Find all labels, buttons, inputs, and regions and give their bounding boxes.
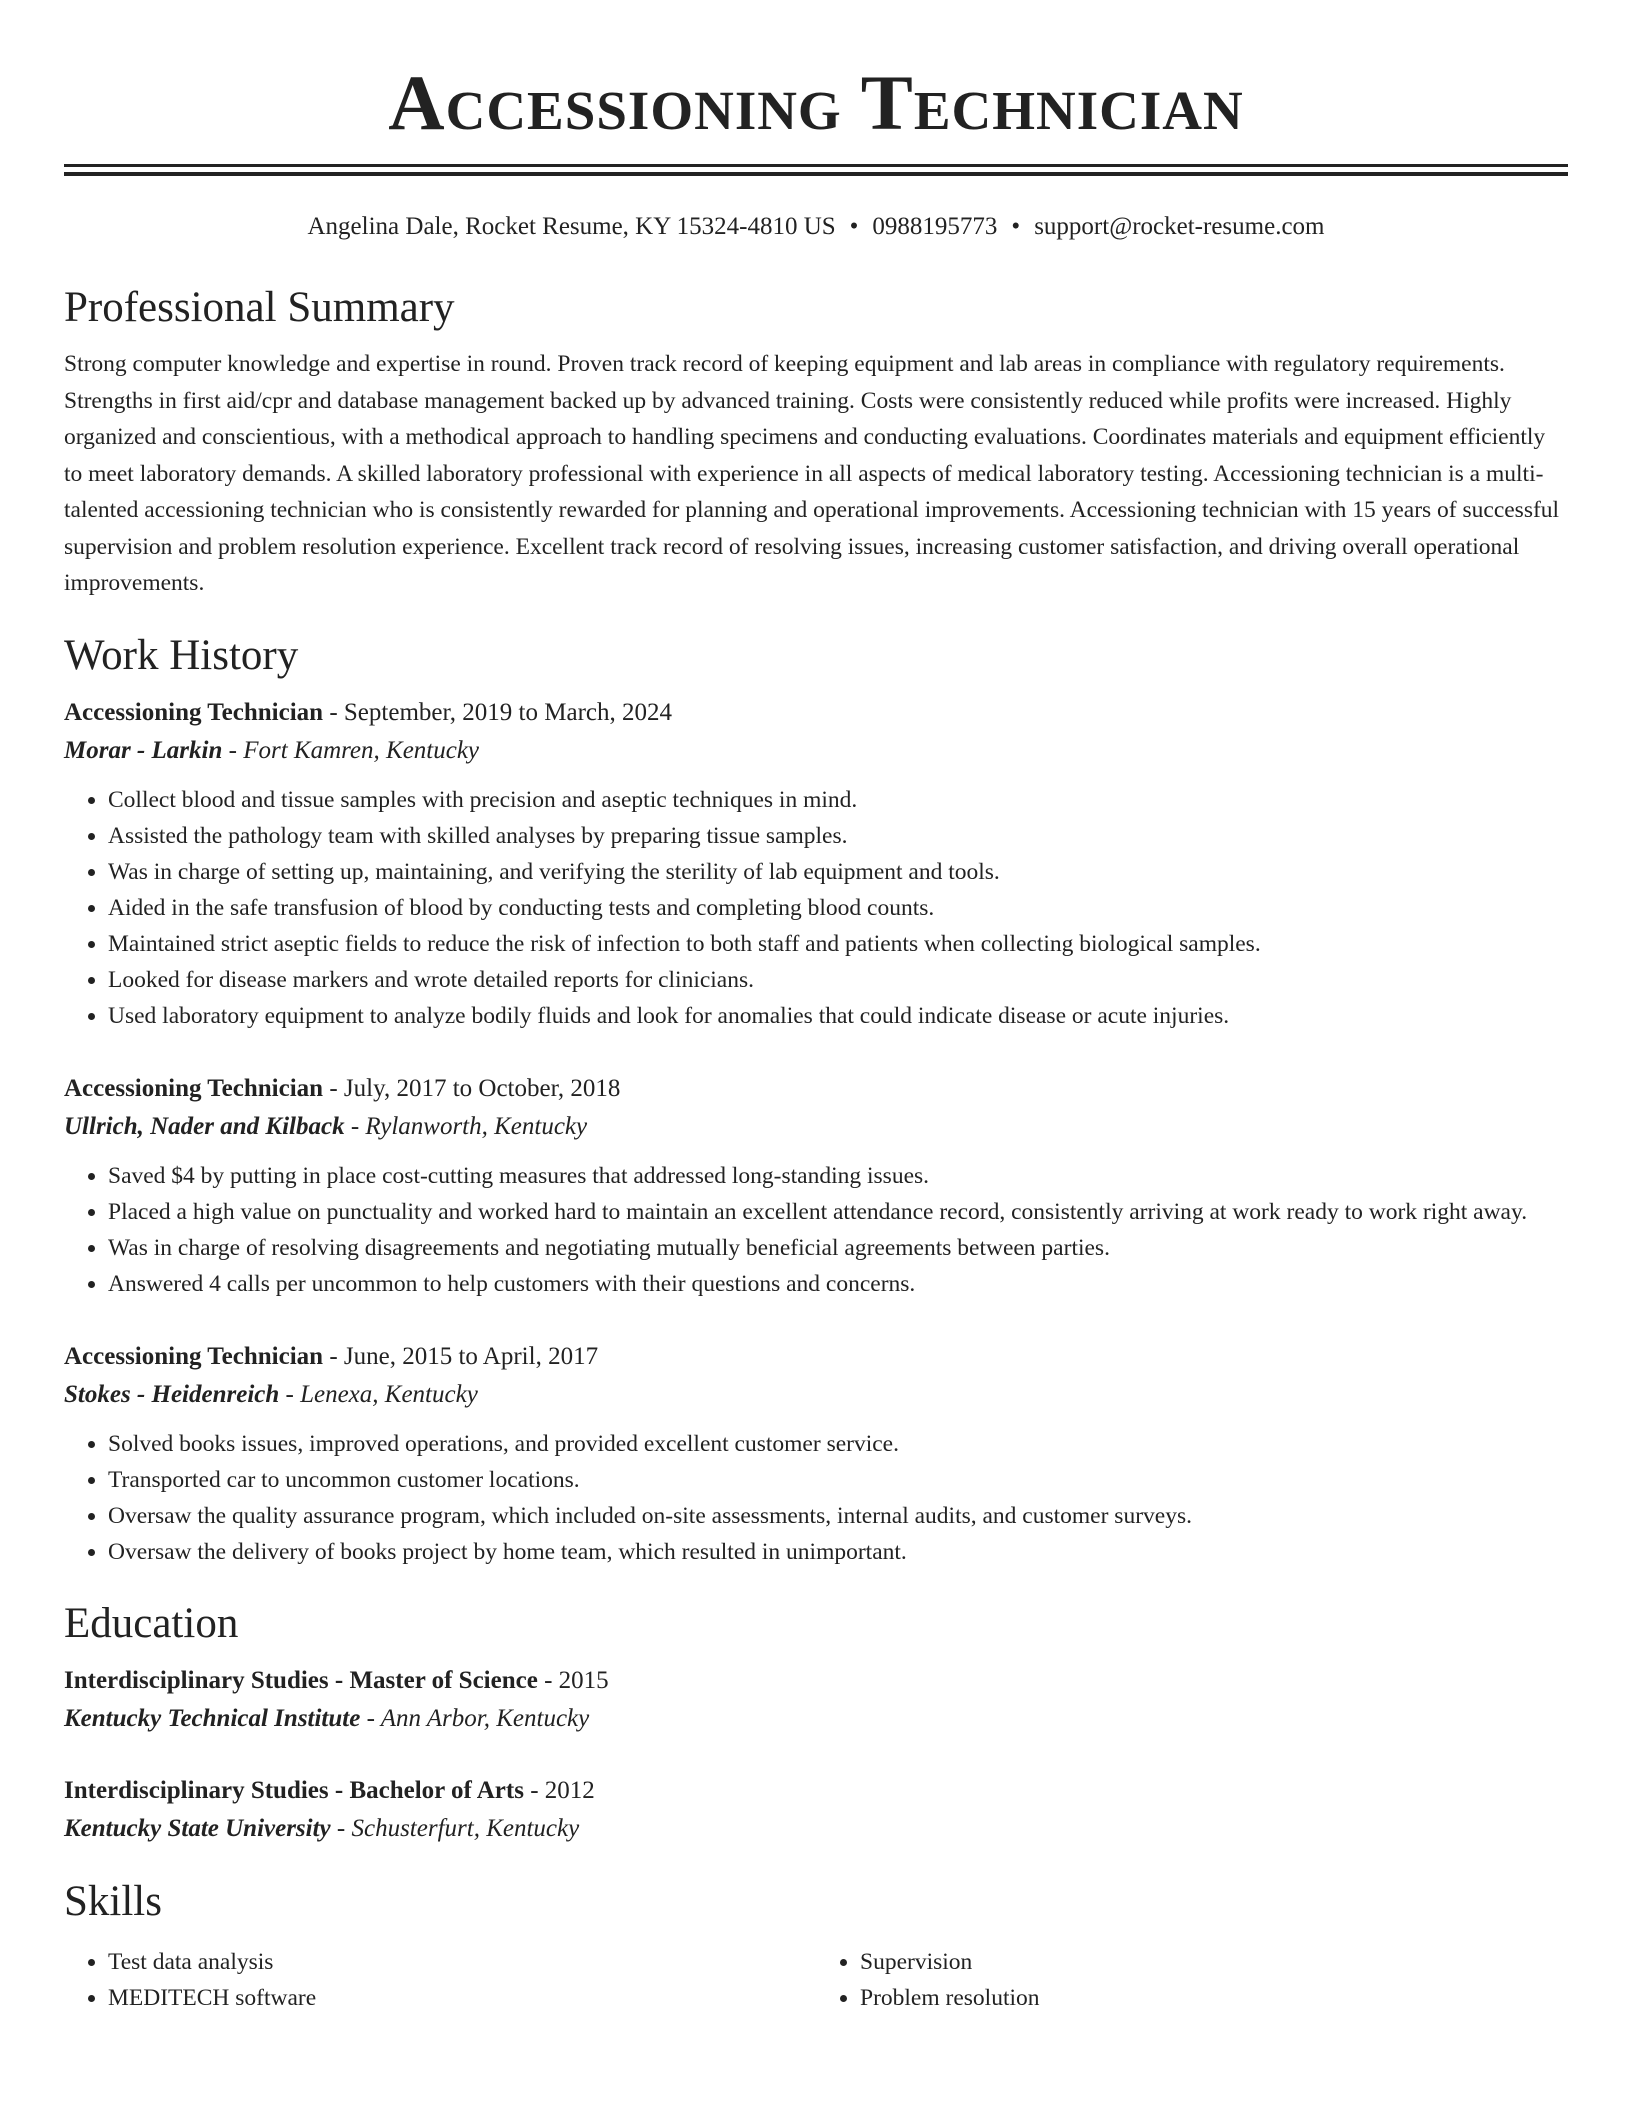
job-title-line <box>64 1070 1568 1108</box>
school-name: Kentucky State University <box>64 1814 331 1842</box>
job-bullet: • Used laboratory equipment to analyze bodily fluids and look for anomalies that could indicate disease or acute injuries. <box>108 998 1568 1034</box>
job-location: - Rylanworth, Kentucky <box>344 1112 588 1140</box>
skills-section <box>64 1874 1568 2016</box>
job-dates: - July, 2017 to October, 2018 <box>323 1074 621 1102</box>
job-role: Accessioning Technician <box>64 1074 324 1102</box>
school-location: - Ann Arbor, Kentucky <box>360 1704 590 1732</box>
job-role: Accessioning Technician <box>64 698 324 726</box>
job-bullet: • Was in charge of resolving disagreements and negotiating mutually beneficial agreements between parties. <box>108 1230 1568 1266</box>
school-location: - Schusterfurt, Kentucky <box>330 1814 580 1842</box>
work-history-section <box>64 628 1568 1570</box>
school-line <box>64 1700 1568 1738</box>
job-bullet: • Oversaw the quality assurance program, which included on-site assessments, internal audits, and customer surveys. <box>108 1498 1568 1534</box>
job-title-line <box>64 694 1568 732</box>
contact-phone: 0988195773 <box>872 213 998 240</box>
job-location: - Fort Kamren, Kentucky <box>222 736 480 764</box>
job-role: Accessioning Technician <box>64 1342 324 1370</box>
job-bullet: • Transported car to uncommon customer locations. <box>108 1462 1568 1498</box>
job-bullet: • Maintained strict aseptic fields to reduce the risk of infection to both staff and patients when collecting biological samples. <box>108 926 1568 962</box>
job-entry <box>64 694 1568 1034</box>
education-entry <box>64 1662 1568 1738</box>
job-bullets <box>64 1426 1568 1570</box>
document-title: Accessioning Technician <box>388 59 1244 146</box>
job-dates: - June, 2015 to April, 2017 <box>323 1342 599 1370</box>
school-name: Kentucky Technical Institute <box>64 1704 361 1732</box>
education-heading: Education <box>64 1599 239 1647</box>
job-company: Morar - Larkin <box>64 736 223 764</box>
school-line <box>64 1810 1568 1848</box>
job-bullet: • Placed a high value on punctuality and worked hard to maintain an excellent attendance record, consistently arriving at work ready to work right away. <box>108 1194 1568 1230</box>
contact-separator: • <box>1011 213 1021 240</box>
work-history-heading: Work History <box>64 631 299 679</box>
skill-item: • MEDITECH software <box>108 1980 816 2016</box>
degree-year: - 2015 <box>537 1666 609 1694</box>
summary-heading: Professional Summary <box>64 284 455 331</box>
degree-name: Interdisciplinary Studies - Bachelor of Arts <box>64 1776 524 1804</box>
job-bullet: • Was in charge of setting up, maintaining, and verifying the sterility of lab equipment and tools. <box>108 854 1568 890</box>
job-bullet: • Assisted the pathology team with skilled analyses by preparing tissue samples. <box>108 818 1568 854</box>
job-entry <box>64 1070 1568 1302</box>
education-entry <box>64 1772 1568 1848</box>
job-company: Stokes - Heidenreich <box>64 1380 280 1408</box>
skill-item: • Test data analysis <box>108 1944 816 1980</box>
degree-line <box>64 1772 1568 1810</box>
job-location: - Lenexa, Kentucky <box>279 1380 478 1408</box>
contact-address: Angelina Dale, Rocket Resume, KY 15324-4810 US <box>307 213 836 240</box>
skill-item: • Problem resolution <box>860 1980 1568 2016</box>
skills-grid <box>64 1944 1568 2016</box>
skill-item: • Supervision <box>860 1944 1568 1980</box>
job-bullet: • Aided in the safe transfusion of blood by conducting tests and completing blood counts. <box>108 890 1568 926</box>
summary-section <box>64 280 1568 602</box>
degree-line <box>64 1662 1568 1700</box>
job-bullet: • Looked for disease markers and wrote detailed reports for clinicians. <box>108 962 1568 998</box>
job-company-line <box>64 1376 1568 1414</box>
job-bullet: • Collect blood and tissue samples with precision and aseptic techniques in mind. <box>108 782 1568 818</box>
job-entry <box>64 1338 1568 1570</box>
contact-separator: • <box>849 213 859 240</box>
job-title-line <box>64 1338 1568 1376</box>
skills-column-right <box>816 1944 1568 2016</box>
job-bullet: • Solved books issues, improved operations, and provided excellent customer service. <box>108 1426 1568 1462</box>
job-bullet: • Answered 4 calls per uncommon to help customers with their questions and concerns. <box>108 1266 1568 1302</box>
degree-year: - 2012 <box>523 1776 595 1804</box>
job-company-line <box>64 732 1568 770</box>
title-double-rule <box>64 164 1568 176</box>
job-bullets <box>64 782 1568 1034</box>
job-company-line <box>64 1108 1568 1146</box>
degree-name: Interdisciplinary Studies - Master of Science <box>64 1666 538 1694</box>
contact-line <box>64 210 1568 244</box>
skills-heading: Skills <box>64 1877 162 1925</box>
contact-email: support@rocket-resume.com <box>1034 213 1325 240</box>
skills-column-left <box>64 1944 816 2016</box>
job-company: Ullrich, Nader and Kilback <box>64 1112 345 1140</box>
summary-text: Strong computer knowledge and expertise in round. Proven track record of keeping equipment and lab areas in compliance with regulatory requirements. Strengths in first aid/cpr and database management backed up by advanced training. Costs were consistently reduced while profits were increased. Highly organized and conscientious, with a methodical approach to handling specimens and conducting evaluations. Coordinates materials and equipment efficiently to meet laboratory demands. A skilled laboratory professional with experience in all aspects of medical laboratory testing. Accessioning technician is a multi-talented accessioning technician who is consistently rewarded for planning and operational improvements. Accessioning technician with 15 years of successful supervision and problem resolution experience. Excellent track record of resolving issues, increasing customer satisfaction, and driving overall operational improvements. <box>64 351 1560 596</box>
job-bullet: • Oversaw the delivery of books project by home team, which resulted in unimportant. <box>108 1534 1568 1570</box>
education-section <box>64 1596 1568 1848</box>
job-bullets <box>64 1158 1568 1302</box>
job-bullet: • Saved $4 by putting in place cost-cutting measures that addressed long-standing issues. <box>108 1158 1568 1194</box>
job-dates: - September, 2019 to March, 2024 <box>323 698 673 726</box>
